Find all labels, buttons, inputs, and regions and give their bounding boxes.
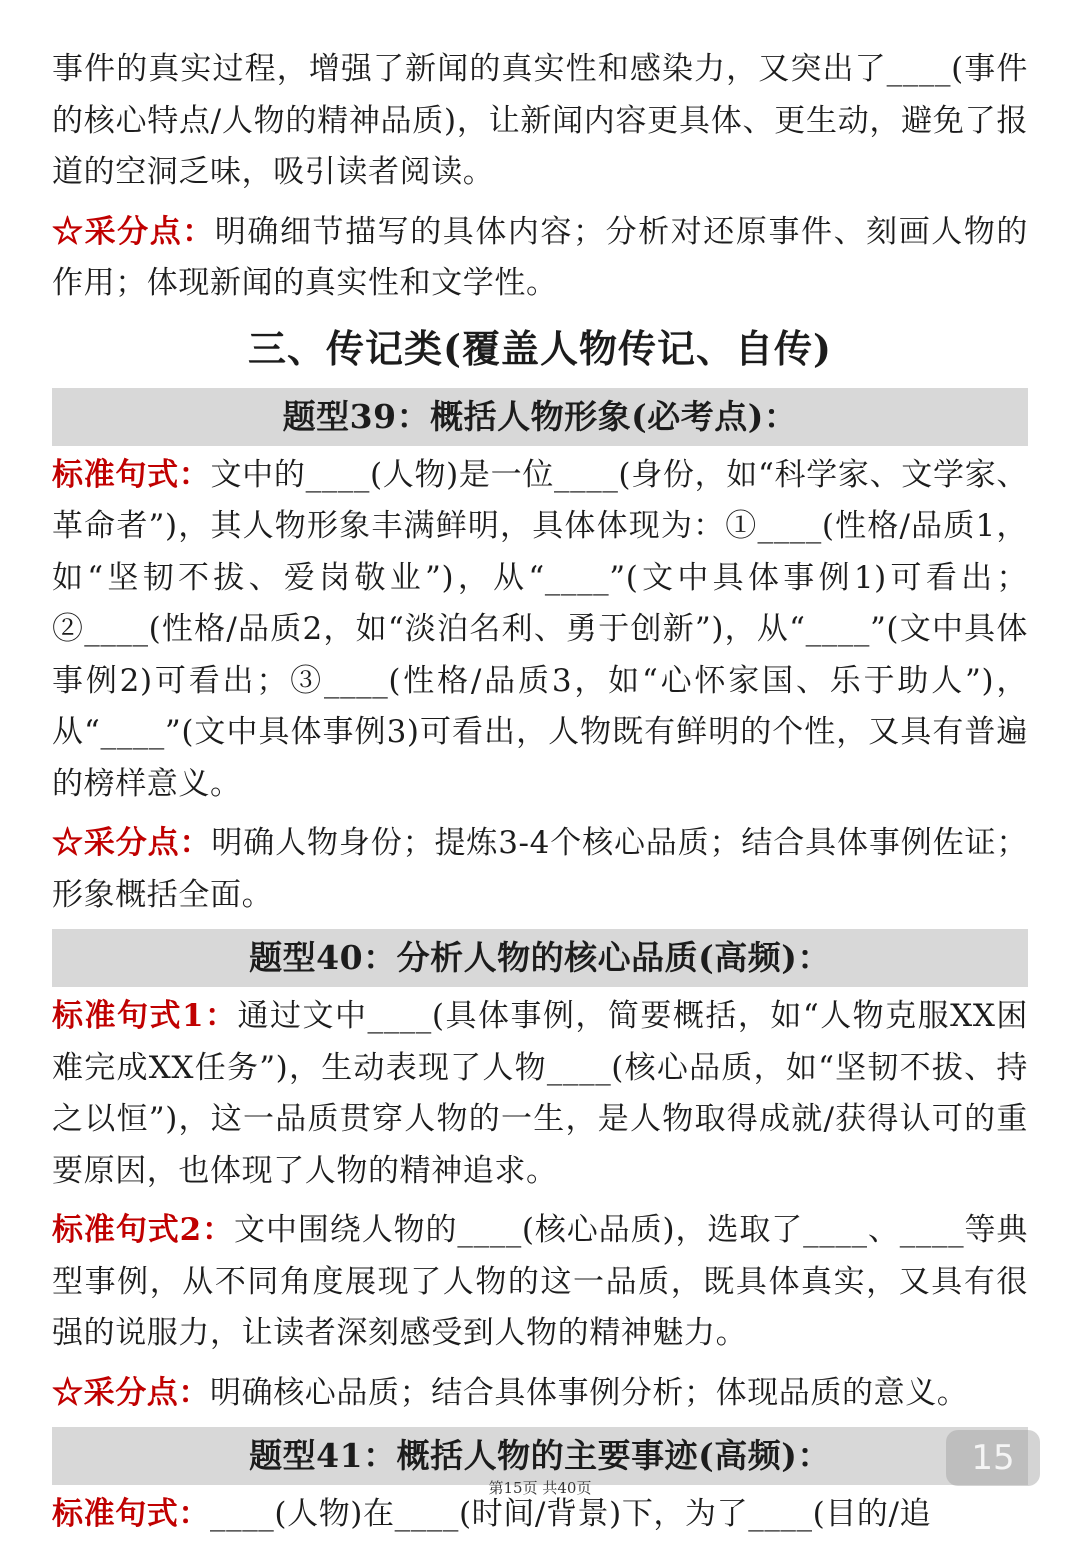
scoring-points-label: ☆采分点： [52, 1374, 210, 1411]
question-type-40-heading: 题型40：分析人物的核心品质(高频)： [52, 929, 1028, 987]
scoring-points-label: ☆采分点： [52, 825, 212, 861]
section-title: 三、传记类(覆盖人物传记、自传) [248, 325, 832, 371]
standard-sentence-text: ____(人物)在____(时间/背景)下，为了____(目的/追 [210, 1496, 932, 1532]
standard-sentence-2-paragraph [52, 1205, 1028, 1360]
document-page [52, 44, 1028, 1549]
scoring-points-paragraph [52, 818, 1028, 921]
page-footer: 第15页 共40页 [488, 1479, 592, 1497]
standard-sentence-1-text: 通过文中____(具体事例，简要概括，如“人物克服XX困难完成XX任务”)，生动表现了人物____(核心品质，如“坚韧不拔、持之以恒”)，这一品质贯穿人物的一生，是人物取得成就/获得认可的重要原因，也体现了人物的精神追求。 [52, 998, 1028, 1189]
standard-sentence-label: 标准句式： [52, 1496, 210, 1532]
scoring-points-paragraph [52, 1368, 1028, 1420]
standard-sentence-1-paragraph [52, 991, 1028, 1197]
scoring-points-text: 明确核心品质；结合具体事例分析；体现品质的意义。 [210, 1374, 969, 1411]
scoring-points-text: 明确细节描写的具体内容；分析对还原事件、刻画人物的作用；体现新闻的真实性和文学性。 [52, 213, 1028, 301]
standard-sentence-2-label: 标准句式2： [52, 1212, 235, 1248]
question-type-41-heading: 题型41：概括人物的主要事迹(高频)： [52, 1427, 1028, 1485]
standard-sentence-paragraph [52, 450, 1028, 811]
paragraph [52, 44, 1028, 199]
standard-sentence-text: 文中的____(人物)是一位____(身份，如“科学家、文学家、革命者”)，其人物形象丰满鲜明，具体体现为：①____(性格/品质1，如“坚韧不拔、爱岗敬业”)，从“____”(文中具体事例1)可看出；②____(性格/品质2，如“淡泊名利、勇于创新”)，从“____”(文中具体事例2)可看出；③____(性格/品质3，如“心怀家国、乐于助人”)，从“____”(文中具体事例3)可看出，人物既有鲜明的个性，又具有普遍的榜样意义。 [52, 456, 1028, 802]
standard-sentence-2-text: 文中围绕人物的____(核心品质)，选取了____、____等典型事例，从不同角度展现了人物的这一品质，既具体真实，又具有很强的说服力，让读者深刻感受到人物的精神魅力。 [52, 1212, 1028, 1351]
scoring-points-text: 明确人物身份；提炼3-4个核心品质；结合具体事例佐证；形象概括全面。 [52, 825, 1028, 913]
paragraph-text: 事件的真实过程，增强了新闻的真实性和感染力，又突出了____(事件的核心特点/人物的精神品质)，让新闻内容更具体、更生动，避免了报道的空洞乏味，吸引读者阅读。 [52, 51, 1028, 190]
standard-sentence-label: 标准句式： [52, 456, 211, 493]
scoring-points-label: ☆采分点： [52, 213, 215, 250]
page-number-badge: 15 [946, 1430, 1040, 1486]
scoring-points-paragraph [52, 207, 1028, 310]
question-type-39-heading: 题型39：概括人物形象(必考点)： [52, 388, 1028, 446]
standard-sentence-1-label: 标准句式1： [52, 998, 238, 1034]
